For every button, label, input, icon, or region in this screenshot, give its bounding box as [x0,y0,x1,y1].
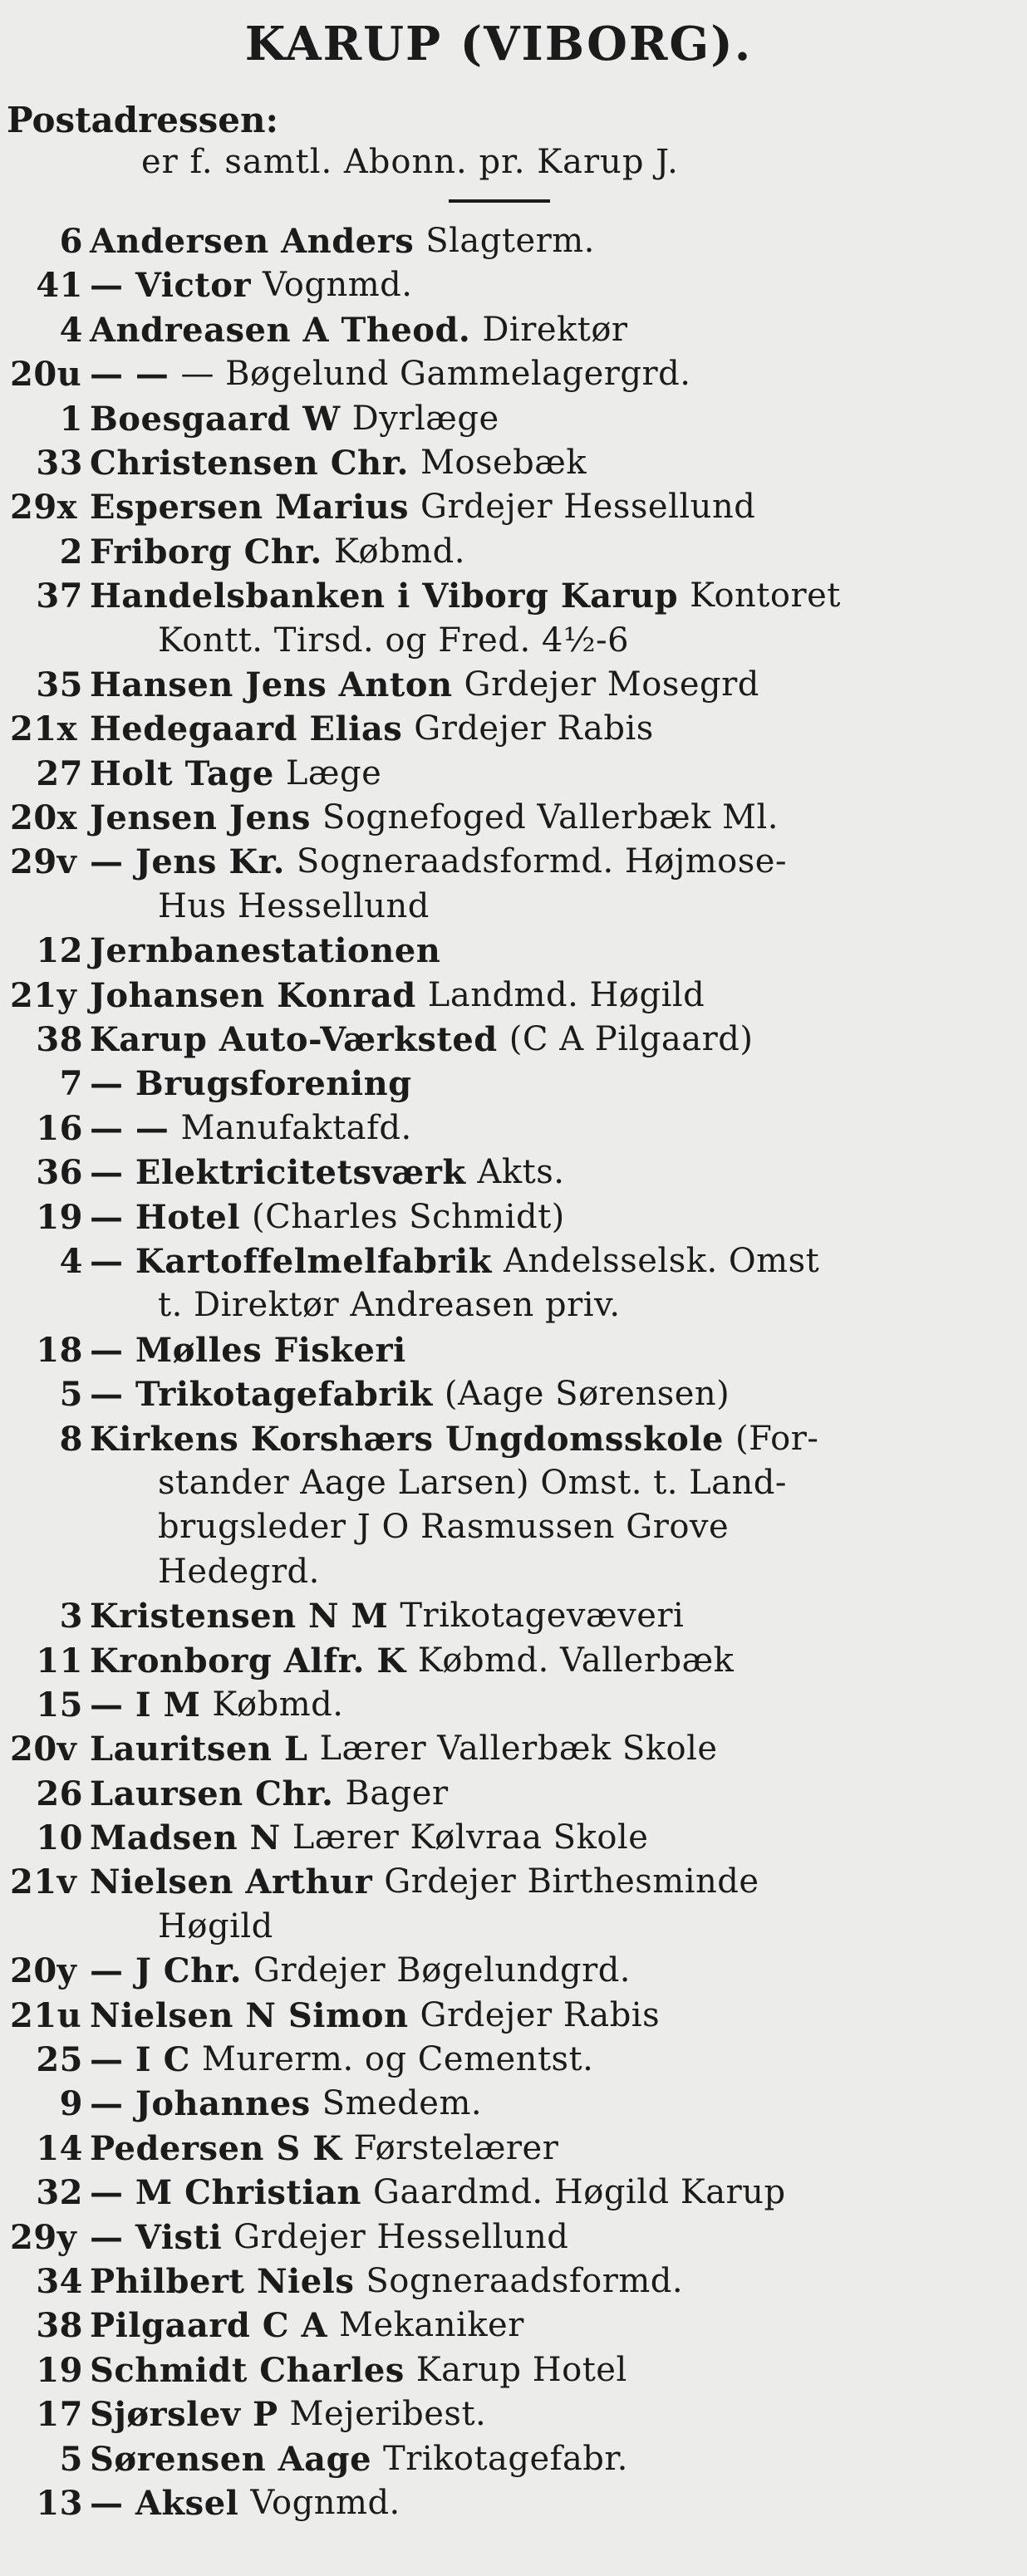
entry-description: (Charles Schmidt) [252,1197,565,1236]
entry-description: Bager [345,1774,449,1813]
entry-description: Sognefoged Vallerbæk Ml. [322,798,779,837]
entry-number: 34 [36,2261,83,2301]
entry-name: — Trikotagefabrik [90,1375,433,1415]
list-item [0,1372,1027,1416]
entry-number: 37 [36,577,83,616]
list-item [0,974,1027,1018]
list-item [0,796,1027,840]
entry-name: Philbert Niels [90,2261,355,2301]
list-item [0,1461,1027,1505]
entry-number: 26 [36,1774,83,1813]
divider-rule [449,199,550,203]
entry-continuation: Hedegrd. [158,1552,320,1591]
entry-number: 9 [59,2084,83,2124]
entry-continuation: stander Aage Larsen) Omst. t. Land- [158,1463,787,1502]
list-item [0,1727,1027,1771]
entry-description: Lærer Kølvraa Skole [292,1818,649,1857]
entry-description: Smedem. [322,2084,483,2123]
list-item [0,752,1027,796]
entry-number: 29y [10,2217,77,2257]
list-item [0,707,1027,751]
entry-description: Kontoret [690,577,841,616]
entry-number: 5 [59,1375,83,1415]
entry-name: — Hotel [90,1197,241,1237]
list-item [0,1639,1027,1683]
list-item [0,1195,1027,1239]
entry-number: 5 [59,2439,83,2479]
list-item [0,574,1027,618]
entry-number: 1 [59,399,83,439]
entry-number: 33 [36,443,83,483]
list-item [0,1994,1027,2038]
list-item [0,2348,1027,2392]
entry-description: Købmd. [212,1685,344,1724]
entry-description: Grdejer Bøgelundgrd. [253,1951,631,1990]
list-item [0,2304,1027,2348]
entry-number: 36 [36,1153,83,1193]
list-item [0,1328,1027,1372]
entry-name: — Elektricitetsværk [90,1153,466,1193]
postal-heading: Postadressen: [7,100,278,140]
entry-number: 20y [10,1951,77,1991]
entry-name: — M Christian [90,2173,362,2213]
entry-number: 27 [36,753,83,793]
entry-number: 12 [36,931,83,971]
entry-number: 21x [10,709,78,749]
entry-number: 7 [59,1064,83,1104]
entry-description: Landmd. Høgild [427,975,705,1014]
entry-continuation: brugsleder J O Rasmussen Grove [158,1508,730,1547]
entry-name: — J Chr. [90,1951,243,1991]
entry-description: Mosebæk [420,443,587,482]
entry-name: — Johannes [90,2084,311,2124]
entry-number: 21y [10,975,77,1015]
list-item [0,1106,1027,1151]
entry-description: Grdejer Hessellund [420,488,756,527]
list-item [0,1550,1027,1594]
entry-name: Lauritsen L [90,1730,308,1769]
entry-name: — Jens Kr. [90,842,285,882]
list-item [0,397,1027,441]
list-item [0,2127,1027,2171]
list-item [0,2392,1027,2436]
entry-name: Nielsen N Simon [90,1995,409,2035]
page-title: KARUP (VIBORG). [244,17,753,71]
entry-description: Grdejer Mosegrd [464,665,759,704]
list-item [0,1594,1027,1638]
entry-description: Købmd. [333,532,465,571]
entry-description: — Bøgelund Gammelagergrd. [180,355,691,394]
entry-number: 2 [59,532,83,572]
entry-description: Grdejer Birthesminde [384,1862,759,1901]
entry-name: — Brugsforening [90,1064,412,1104]
entry-number: 20u [10,355,82,395]
entry-name: Nielsen Arthur [90,1862,373,1902]
entry-name: Johansen Konrad [90,975,416,1015]
entry-name: Madsen N [90,1818,281,1858]
entry-name: — — [90,1108,170,1148]
entry-number: 41 [36,266,83,306]
entry-description: (For- [735,1419,819,1458]
entry-name: Pilgaard C A [90,2306,328,2346]
list-item [0,2082,1027,2126]
list-item [0,1683,1027,1727]
list-item [0,840,1027,884]
entry-number: 4 [59,1241,83,1281]
entry-name: Hedegaard Elias [90,709,403,749]
entry-name: Karup Auto-Værksted [90,1020,498,1060]
entry-name: Handelsbanken i Viborg Karup [90,577,679,616]
entry-name: Kristensen N M [90,1597,389,1636]
list-item [0,263,1027,307]
list-item [0,1239,1027,1283]
entry-list [0,219,1027,2525]
entry-number: 6 [59,222,83,261]
entry-name: Sørensen Aage [90,2439,372,2479]
entry-number: 11 [36,1641,83,1681]
entry-name: Jensen Jens [90,798,311,838]
entry-description: Mekaniker [339,2306,524,2345]
entry-number: 14 [36,2128,83,2168]
entry-description: Læge [285,753,382,792]
list-item [0,1949,1027,1993]
list-item [0,2038,1027,2082]
entry-number: 13 [36,2483,83,2523]
entry-number: 19 [36,2350,83,2390]
entry-description: Mejeribest. [289,2395,487,2434]
entry-name: — Mølles Fiskeri [90,1330,406,1370]
entry-name: Andersen Anders [90,222,415,261]
entry-name: Schmidt Charles [90,2350,405,2390]
entry-description: Vognmd. [250,2483,400,2522]
entry-continuation: Kontt. Tirsd. og Fred. 4½-6 [158,621,630,660]
entry-continuation: Hus Hessellund [158,886,430,925]
entry-number: 35 [36,665,83,704]
entry-name: Holt Tage [90,753,274,793]
list-item [0,2215,1027,2260]
list-item [0,1151,1027,1195]
entry-name: — Aksel [90,2483,239,2523]
entry-number: 17 [36,2395,83,2435]
entry-name: — Visti [90,2217,223,2257]
entry-continuation: t. Direktør Andreasen priv. [158,1286,621,1325]
entry-description: Førstelærer [353,2128,559,2167]
entry-description: Manufaktafd. [180,1108,412,1147]
entry-continuation: Høgild [158,1906,273,1945]
entry-number: 8 [59,1419,83,1459]
entry-name: — Kartoffelmelfabrik [90,1241,492,1281]
entry-number: 4 [59,310,83,350]
entry-name: Christensen Chr. [90,443,409,483]
list-item [0,1772,1027,1816]
entry-name: — Victor [90,266,252,306]
entry-description: Gaardmd. Høgild Karup [373,2173,786,2212]
entry-name: Boesgaard W [90,399,341,439]
entry-description: Sogneraadsformd. Højmose- [296,842,787,881]
list-item [0,1018,1027,1062]
entry-description: Grdejer Rabis [420,1995,661,2034]
list-item [0,885,1027,929]
entry-number: 25 [36,2040,83,2080]
list-item [0,2171,1027,2215]
entry-description: Trikotagefabr. [383,2439,628,2478]
entry-name: — I C [90,2040,190,2080]
entry-description: Murerm. og Cementst. [201,2040,594,2079]
entry-description: Direktør [482,310,628,349]
entry-number: 10 [36,1818,83,1858]
entry-number: 29x [10,488,78,527]
list-item [0,352,1027,396]
entry-description: Dyrlæge [351,399,499,438]
entry-name: Kronborg Alfr. K [90,1641,406,1681]
entry-name: Friborg Chr. [90,532,322,572]
list-item [0,1905,1027,1949]
entry-name: — — [90,355,170,395]
list-item [0,2437,1027,2481]
list-item [0,663,1027,707]
entry-name: Sjørslev P [90,2395,278,2435]
entry-number: 15 [36,1685,83,1725]
entry-number: 19 [36,1197,83,1237]
list-item [0,308,1027,352]
entry-name: Kirkens Korshærs Ungdomsskole [90,1419,724,1459]
entry-number: 18 [36,1330,83,1370]
entry-name: Laursen Chr. [90,1774,334,1813]
entry-number: 20x [10,798,78,838]
entry-name: Hansen Jens Anton [90,665,453,704]
entry-name: Jernbanestationen [90,931,441,971]
list-item [0,1816,1027,1860]
list-item [0,219,1027,263]
entry-description: (Aage Sørensen) [444,1375,730,1414]
list-item [0,441,1027,485]
list-item [0,1505,1027,1549]
entry-description: Grdejer Rabis [414,709,654,748]
entry-number: 16 [36,1108,83,1148]
entry-number: 38 [36,2306,83,2346]
list-item [0,929,1027,973]
entry-description: Sogneraadsformd. [366,2261,684,2300]
entry-name: Espersen Marius [90,488,410,527]
entry-number: 21u [10,1995,82,2035]
entry-number: 20v [10,1730,77,1769]
entry-description: Købmd. Vallerbæk [417,1641,735,1680]
entry-number: 21v [10,1862,77,1902]
list-item [0,1062,1027,1106]
entry-description: Vognmd. [263,266,413,305]
list-item [0,2260,1027,2304]
entry-description: Andelsselsk. Omst [503,1241,820,1280]
entry-number: 32 [36,2173,83,2213]
list-item [0,1283,1027,1327]
postal-text: er f. samtl. Abonn. pr. Karup J. [141,143,679,181]
entry-description: Trikotagevæveri [400,1597,685,1636]
entry-description: (C A Pilgaard) [509,1020,754,1059]
entry-name: — I M [90,1685,201,1725]
entry-description: Grdejer Hessellund [233,2217,569,2256]
entry-description: Slagterm. [425,222,595,260]
list-item [0,530,1027,574]
entry-number: 38 [36,1020,83,1060]
entry-number: 3 [59,1597,83,1636]
entry-description: Akts. [477,1153,565,1192]
entry-number: 29v [10,842,77,882]
list-item [0,1860,1027,1904]
entry-description: Karup Hotel [415,2350,627,2389]
entry-name: Andreasen A Theod. [90,310,471,350]
list-item [0,485,1027,529]
list-item [0,1417,1027,1461]
list-item [0,619,1027,663]
list-item [0,2481,1027,2525]
entry-description: Lærer Vallerbæk Skole [319,1730,718,1769]
entry-name: Pedersen S K [90,2128,342,2168]
